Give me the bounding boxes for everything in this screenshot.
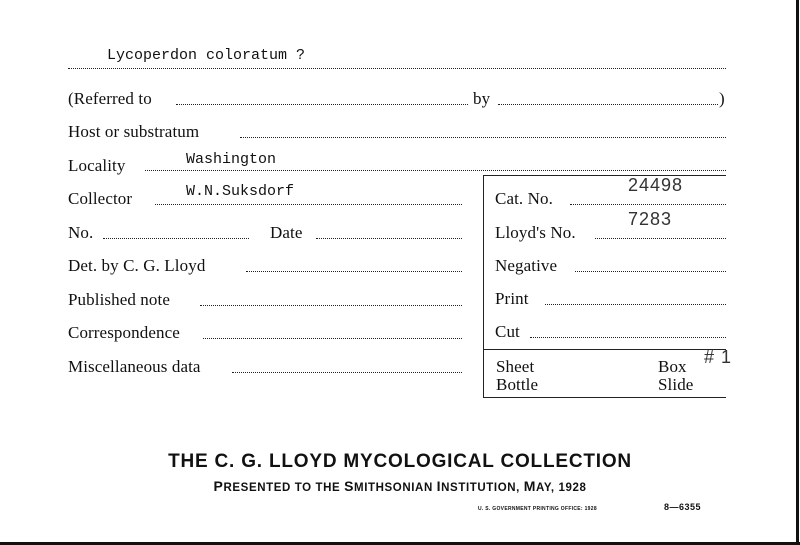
print-line — [545, 304, 726, 305]
by-line — [498, 104, 718, 105]
form-number: 8—6355 — [664, 502, 702, 512]
sheet-label: Sheet — [496, 357, 535, 376]
no-line — [103, 238, 249, 239]
collector-label: Collector — [68, 189, 133, 208]
correspondence-line — [203, 338, 462, 339]
subtitle-part-4: AY, 1928 — [536, 482, 587, 494]
card-right-edge — [796, 0, 799, 545]
subtitle-initial-p: P — [213, 478, 224, 494]
subtitle-initial-i: I — [436, 478, 442, 494]
collection-title: THE C. G. LLOYD MYCOLOGICAL COLLECTION — [168, 451, 632, 472]
bottle-label: Bottle — [496, 375, 539, 394]
cut-label: Cut — [495, 322, 520, 341]
referred-to-line — [176, 104, 468, 105]
box-divider — [483, 349, 726, 350]
cat-label: Cat. No. — [495, 189, 553, 208]
published-label: Published note — [68, 290, 170, 309]
negative-label: Negative — [495, 256, 558, 275]
host-label: Host or substratum — [68, 122, 200, 141]
no-label: No. — [68, 223, 94, 242]
referred-to-label: (Referred to — [68, 89, 152, 108]
box-bottom-border — [483, 397, 726, 398]
locality-line — [145, 170, 726, 171]
box-value: # 1 — [704, 347, 733, 367]
published-line — [200, 305, 462, 306]
cat-value: 24498 — [628, 175, 684, 195]
locality-label: Locality — [68, 156, 126, 175]
species-line — [68, 68, 726, 69]
collector-line — [155, 204, 462, 205]
species-name: Lycoperdon coloratum ? — [107, 47, 306, 64]
box-label: Box — [658, 357, 687, 376]
subtitle-part-2: MITHSONIAN — [354, 482, 437, 494]
det-label: Det. by C. G. Lloyd — [68, 256, 206, 275]
misc-line — [232, 372, 462, 373]
printing-office-note: U. S. GOVERNMENT PRINTING OFFICE: 1928 — [478, 506, 597, 512]
correspondence-label: Correspondence — [68, 323, 180, 342]
host-line — [240, 137, 726, 138]
box-left-border — [483, 175, 484, 398]
close-paren: ) — [719, 89, 725, 108]
lloyd-value: 7283 — [628, 209, 673, 229]
collector-value: W.N.Suksdorf — [186, 183, 295, 200]
locality-value: Washington — [186, 151, 277, 168]
date-line — [316, 238, 462, 239]
cat-line — [570, 204, 726, 205]
box-top-border — [483, 175, 726, 176]
det-line — [246, 271, 462, 272]
collection-subtitle — [0, 478, 800, 494]
subtitle-part-3: NSTITUTION, — [441, 482, 524, 494]
subtitle-initial-s: S — [344, 478, 355, 494]
date-label: Date — [270, 223, 303, 242]
negative-line — [575, 271, 726, 272]
print-label: Print — [495, 289, 529, 308]
lloyd-label: Lloyd's No. — [495, 223, 576, 242]
lloyd-line — [595, 238, 726, 239]
misc-label: Miscellaneous data — [68, 357, 201, 376]
subtitle-part-1: RESENTED TO THE — [223, 482, 345, 494]
by-label: by — [473, 89, 491, 108]
cut-line — [530, 337, 726, 338]
subtitle-initial-m: M — [523, 478, 537, 494]
slide-label: Slide — [658, 375, 694, 394]
